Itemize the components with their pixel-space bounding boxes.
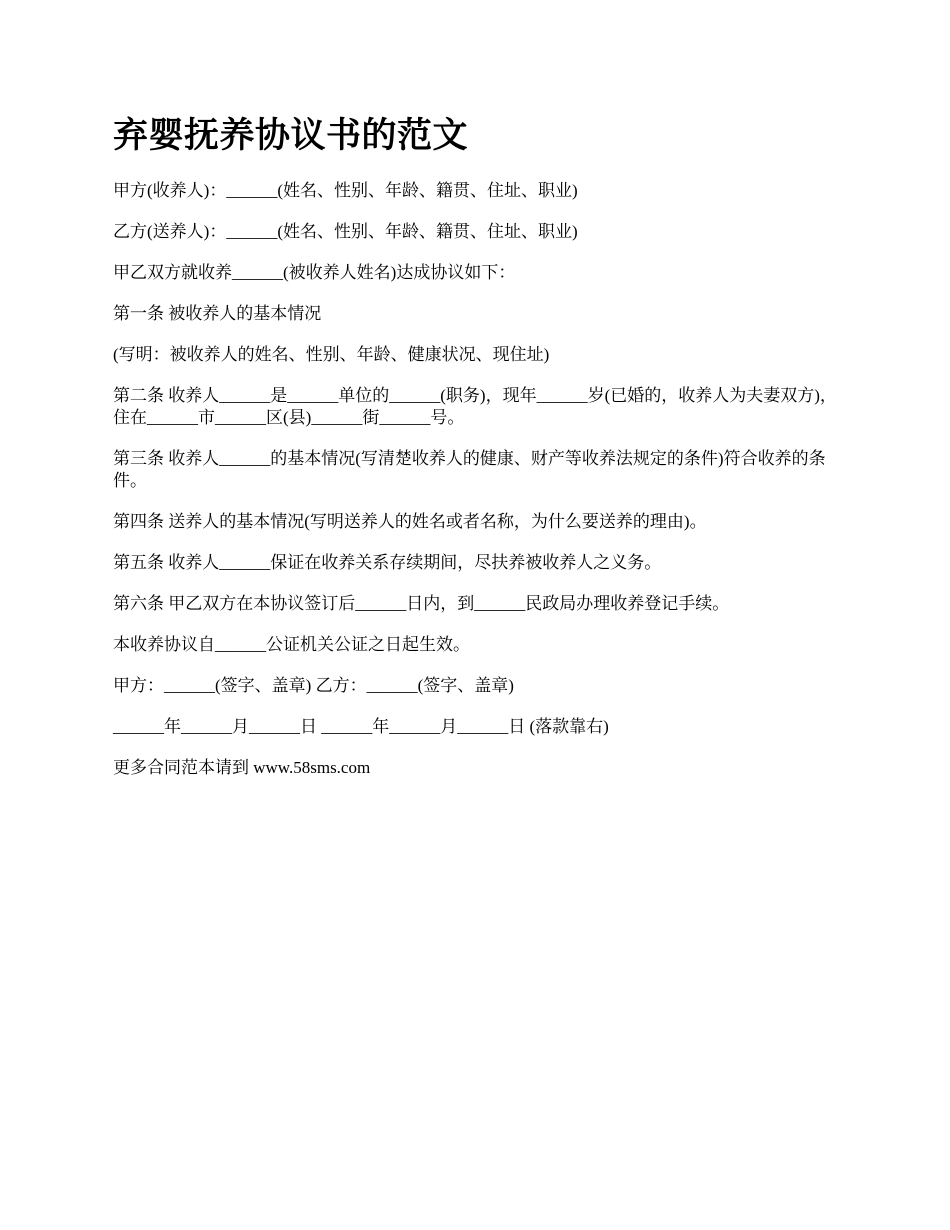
party-a-line: 甲方(收养人)：______(姓名、性别、年龄、籍贯、住址、职业) bbox=[113, 181, 578, 200]
article-4: 第四条 送养人的基本情况(写明送养人的姓名或者名称，为什么要送养的理由)。 bbox=[113, 512, 707, 531]
party-b-line: 乙方(送养人)：______(姓名、性别、年龄、籍贯、住址、职业) bbox=[113, 222, 578, 241]
document-page bbox=[113, 112, 841, 798]
agreement-intro: 甲乙双方就收养______(被收养人姓名)达成协议如下： bbox=[113, 263, 516, 282]
effective-clause: 本收养协议自______公证机关公证之日起生效。 bbox=[113, 635, 470, 654]
article-1-heading: 第一条 被收养人的基本情况 bbox=[113, 304, 322, 323]
article-2: 第二条 收养人______是______单位的______(职务)，现年______岁(已婚的，收养人为夫妻双方)，住在______市______区(县)______街______号。 bbox=[113, 386, 837, 427]
article-3: 第三条 收养人______的基本情况(写清楚收养人的健康、财产等收养法规定的条件)符合收养的条件。 bbox=[113, 449, 826, 490]
article-5: 第五条 收养人______保证在收养关系存续期间，尽扶养被收养人之义务。 bbox=[113, 553, 662, 572]
document-title: 弃婴抚养协议书的范文 bbox=[113, 115, 469, 156]
footer-link-text: 更多合同范本请到 www.58sms.com bbox=[113, 758, 371, 777]
article-1-note: (写明：被收养人的姓名、性别、年龄、健康状况、现住址) bbox=[113, 345, 550, 364]
signature-line: 甲方：______(签字、盖章) 乙方：______(签字、盖章) bbox=[113, 676, 514, 695]
article-6: 第六条 甲乙双方在本协议签订后______日内，到______民政局办理收养登记手续。 bbox=[113, 594, 730, 613]
date-line: ______年______月______日 ______年______月______日 (落款靠右) bbox=[113, 717, 609, 736]
